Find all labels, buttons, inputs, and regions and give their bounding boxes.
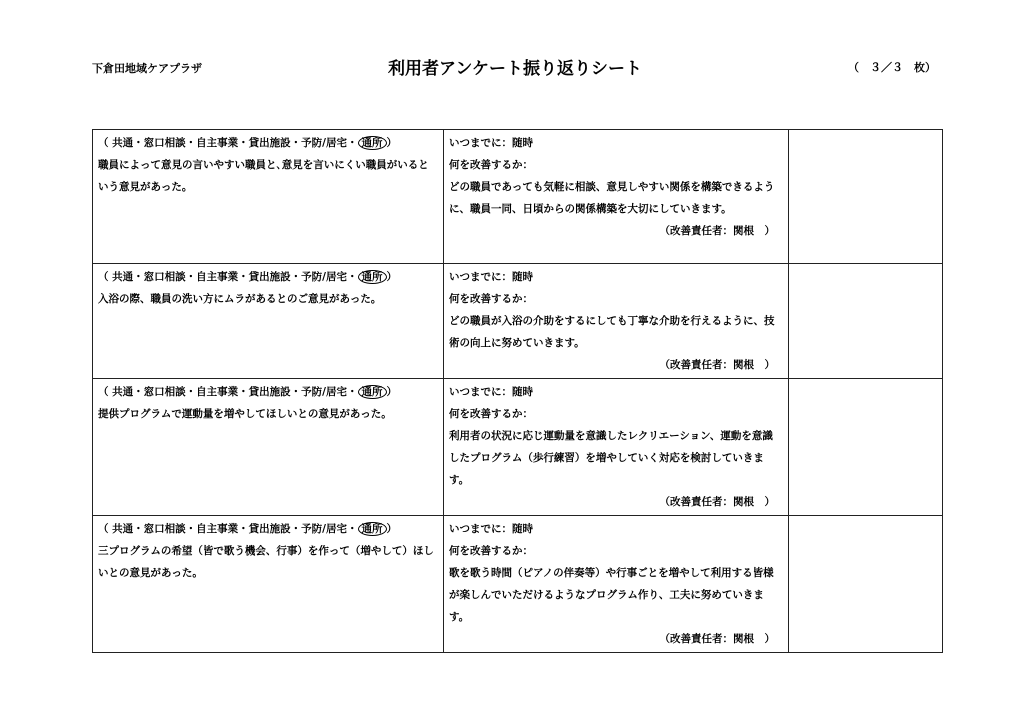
opinion-cell	[93, 379, 444, 516]
table-row	[93, 264, 943, 379]
deadline-text: いつまでに：随時	[449, 523, 533, 535]
deadline-text: いつまでに：随時	[449, 271, 533, 283]
selected-category: 通所	[358, 522, 387, 536]
note-cell	[789, 516, 943, 653]
improvement-text: 歌を歌う時間（ピアノの伴奏等）や行事ごとを増やして利用する皆様が楽しんでいただけるようなプログラム作り、工夫に努めていきます。	[449, 567, 774, 623]
improvement-cell	[444, 516, 789, 653]
sheet-title: 利用者アンケート振り返りシート	[388, 59, 642, 79]
note-cell	[789, 379, 943, 516]
table-row	[93, 516, 943, 653]
deadline-text: いつまでに：随時	[449, 137, 533, 149]
deadline-text: いつまでに：随時	[449, 386, 533, 398]
opinion-text: 入浴の際、職員の洗い方にムラがあるとのご意見があった。	[98, 293, 382, 305]
opinion-cell	[93, 516, 444, 653]
category-line: （ 共通・窓口相談・自主事業・貸出施設・予防/居宅・ 通所 ）	[98, 271, 397, 283]
opinion-text: 提供プログラムで運動量を増やしてほしいとの意見があった。	[98, 408, 392, 420]
what-label: 何を改善するか：	[449, 293, 533, 305]
opinion-text: 職員によって意見の言いやすい職員と､意見を言いにくい職員がいるという意見があった。	[98, 159, 429, 193]
selected-category: 通所	[358, 270, 387, 284]
improvement-cell	[444, 379, 789, 516]
responsible-person: （改善責任者：関根 ）	[659, 225, 775, 237]
improvement-text: どの職員が入浴の介助をするにしても丁寧な介助を行えるように、技術の向上に努めていきます。	[449, 315, 775, 349]
opinion-cell	[93, 264, 444, 379]
responsible-person: （改善責任者：関根 ）	[659, 496, 775, 508]
what-label: 何を改善するか：	[449, 159, 533, 171]
category-line: （ 共通・窓口相談・自主事業・貸出施設・予防/居宅・ 通所 ）	[98, 137, 397, 149]
what-label: 何を改善するか：	[449, 545, 533, 557]
opinion-text: 三プログラムの希望（皆で歌う機会、行事）を作って（増やして）ほしいとの意見があった。	[98, 545, 434, 579]
improvement-cell	[444, 130, 789, 264]
table-row	[93, 379, 943, 516]
opinion-cell	[93, 130, 444, 264]
category-line: （ 共通・窓口相談・自主事業・貸出施設・予防/居宅・ 通所 ）	[98, 386, 397, 398]
responsible-person: （改善責任者：関根 ）	[659, 633, 775, 645]
responsible-person: （改善責任者：関根 ）	[659, 359, 775, 371]
note-cell	[789, 130, 943, 264]
improvement-text: どの職員であっても気軽に相談、意見しやすい関係を構築できるように、職員一同、日頃からの関係構築を大切にしていきます。	[449, 181, 775, 215]
note-cell	[789, 264, 943, 379]
improvement-cell	[444, 264, 789, 379]
improvement-text: 利用者の状況に応じ運動量を意識したレクリエーション、運動を意識したプログラム（歩行練習）を増やしていく対応を検討していきます。	[449, 430, 773, 486]
category-line: （ 共通・窓口相談・自主事業・貸出施設・予防/居宅・ 通所 ）	[98, 523, 397, 535]
table-row	[93, 130, 943, 264]
selected-category: 通所	[358, 385, 387, 399]
what-label: 何を改善するか：	[449, 408, 533, 420]
selected-category: 通所	[358, 136, 387, 150]
facility-name: 下倉田地域ケアプラザ	[92, 62, 202, 75]
page-count: （ ３／３ 枚）	[848, 61, 936, 74]
review-table	[92, 129, 943, 653]
